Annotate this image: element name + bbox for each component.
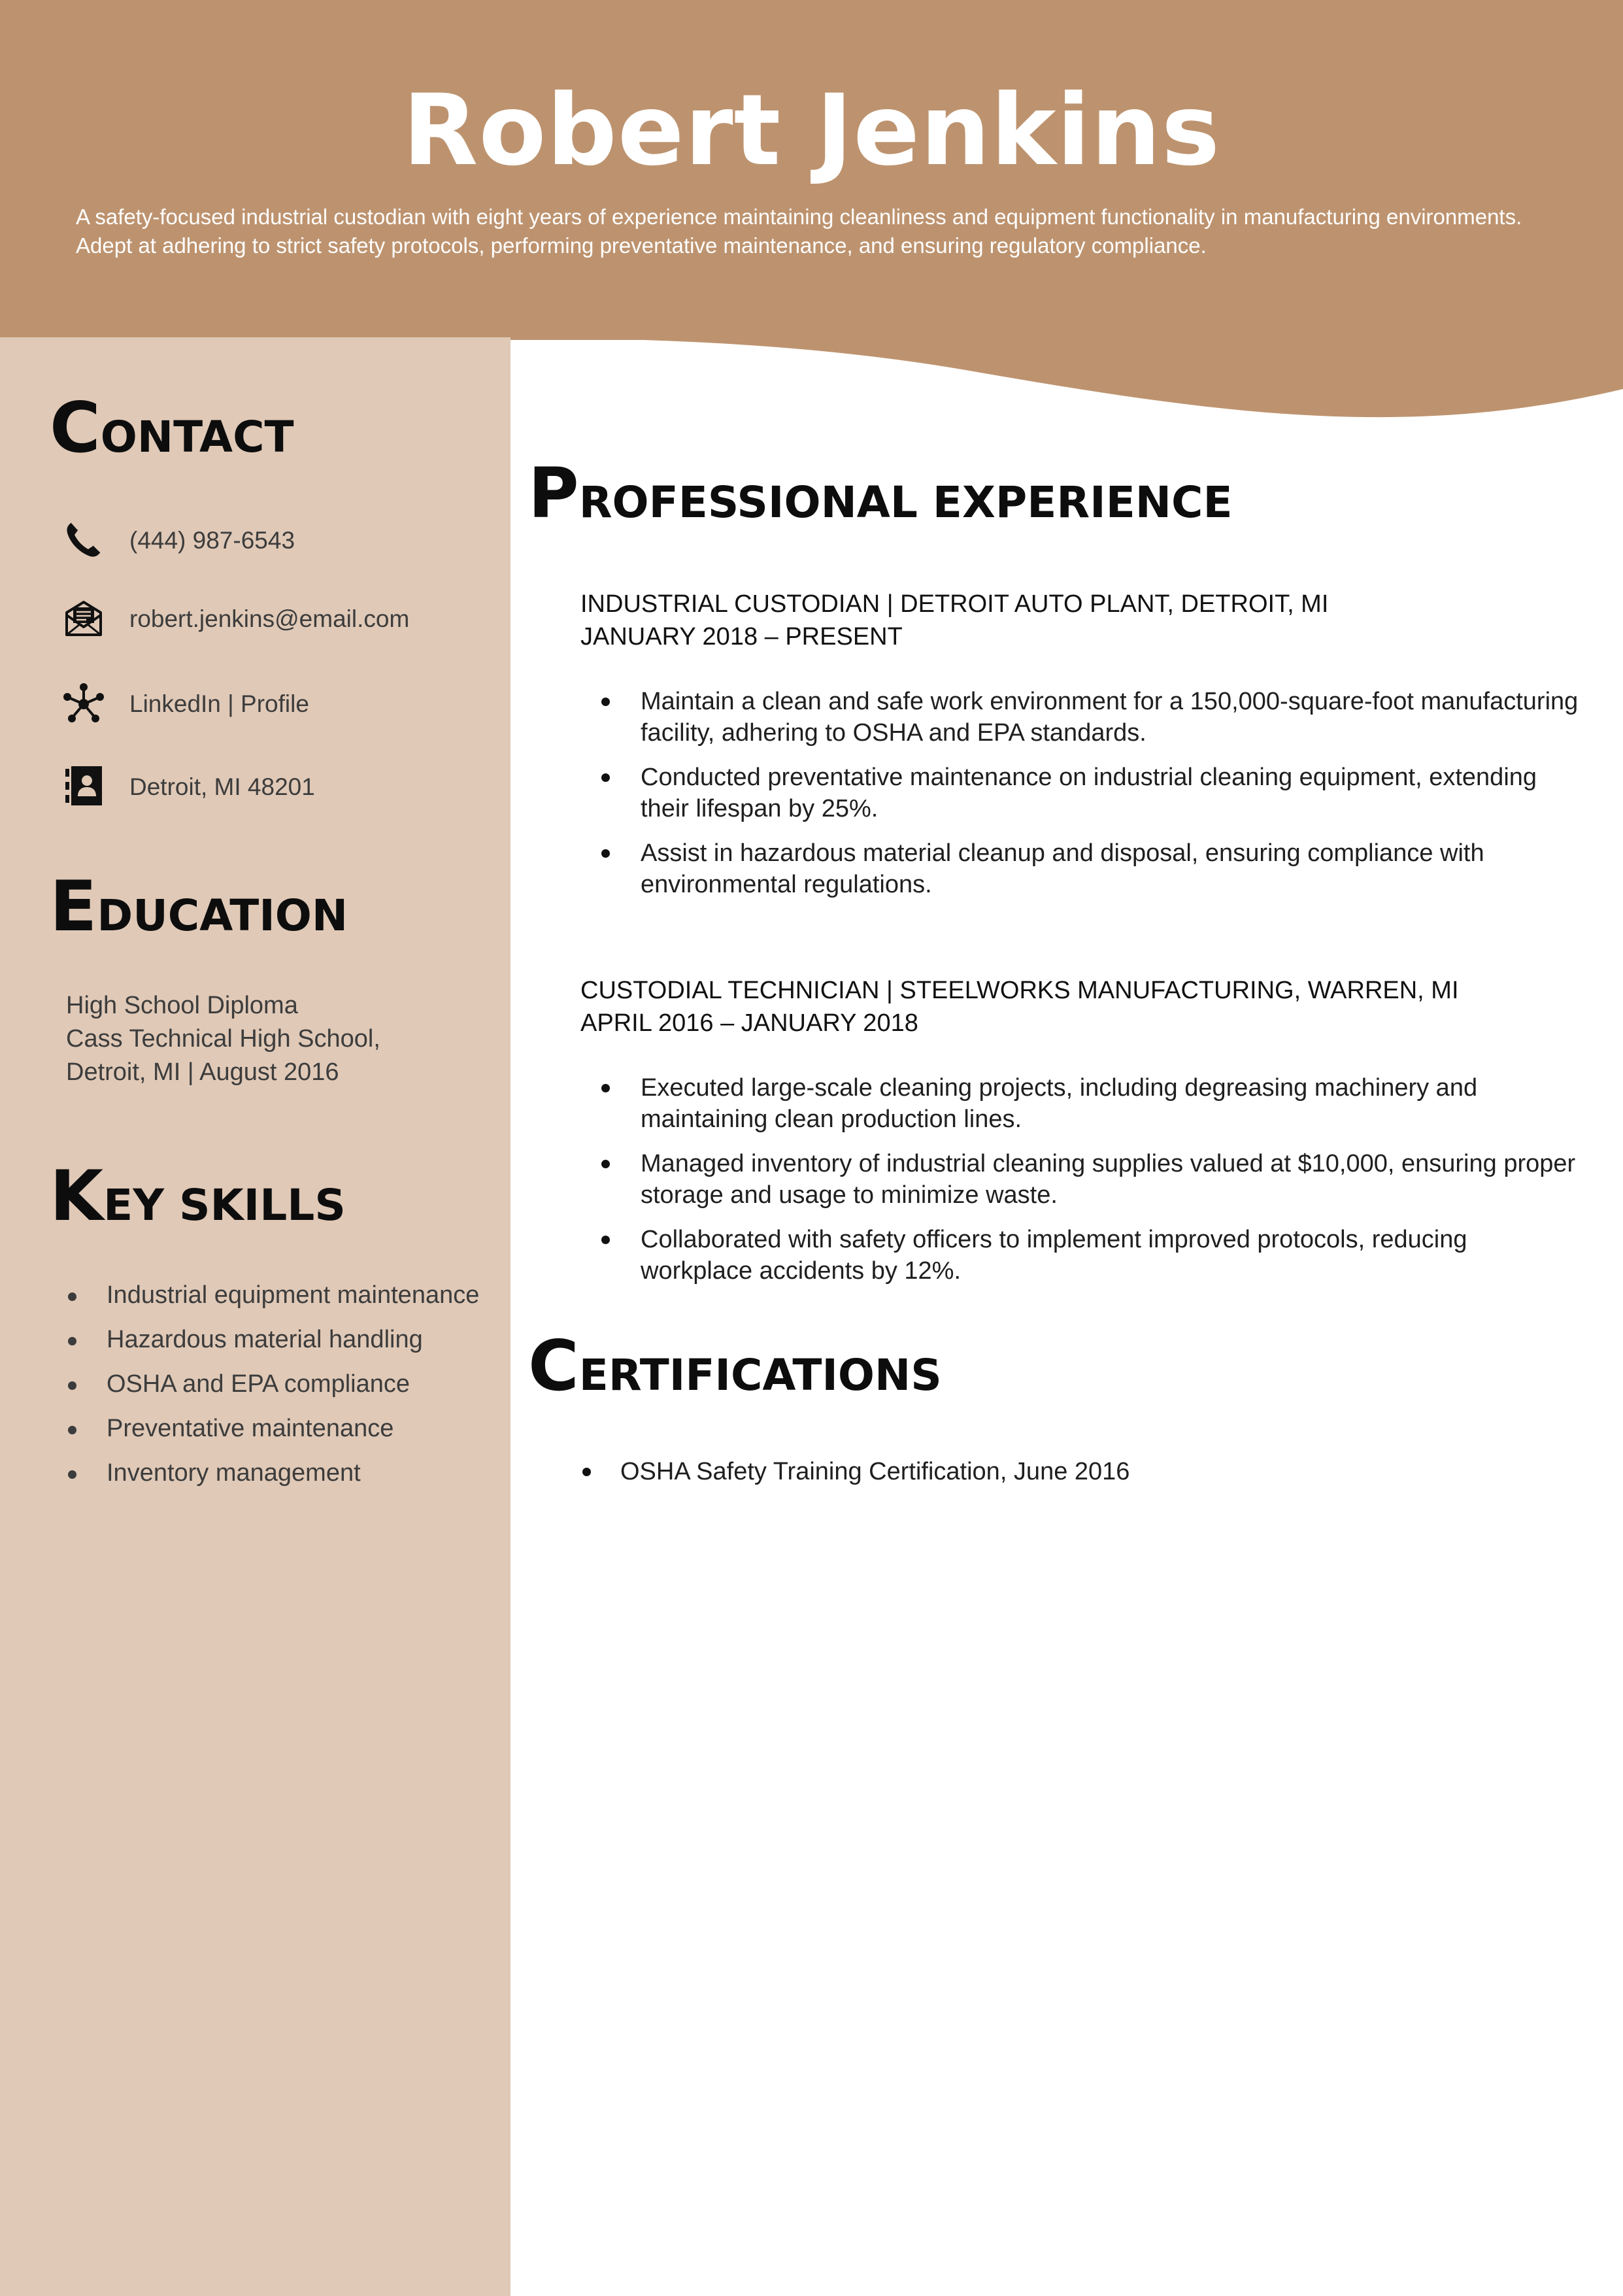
education-entry: [66, 989, 484, 1089]
skills-heading: KEY SKILLS: [50, 1156, 346, 1236]
contact-heading: CONTACT: [50, 388, 294, 468]
list-item: Managed inventory of industrial cleaning supplies valued at $10,000, ensuring proper storage and usage to minimize waste.: [580, 1148, 1581, 1211]
phone-text: (444) 987-6543: [129, 527, 295, 554]
job-entry: [580, 974, 1581, 1300]
phone-icon: [63, 518, 105, 560]
degree: High School Diploma: [66, 992, 298, 1019]
list-item: Executed large-scale cleaning projects, including degreasing machinery and maintaining clean production lines.: [580, 1072, 1581, 1135]
certifications-heading: CERTIFICATIONS: [528, 1326, 942, 1406]
list-item: Hazardous material handling: [66, 1325, 491, 1355]
header-band: [0, 0, 1623, 340]
list-item: Inventory management: [66, 1458, 491, 1489]
education-heading: EDUCATION: [50, 866, 348, 947]
address-book-icon: [63, 765, 105, 807]
list-item: OSHA and EPA compliance: [66, 1369, 491, 1400]
job-dates: JANUARY 2018 – PRESENT: [580, 623, 903, 650]
list-item: Conducted preventative maintenance on industrial cleaning equipment, extending their lifespan by 25%.: [580, 762, 1581, 824]
linkedin-text: LinkedIn | Profile: [129, 690, 309, 717]
job-bullets: [580, 686, 1581, 900]
skills-list: [66, 1280, 491, 1502]
network-icon: [63, 682, 105, 724]
contact-linkedin[interactable]: [63, 677, 488, 729]
contact-phone[interactable]: [63, 513, 488, 566]
job-title: INDUSTRIAL CUSTODIAN | DETROIT AUTO PLANT, DETROIT, MI: [580, 590, 1329, 618]
list-item: Industrial equipment maintenance: [66, 1280, 491, 1311]
job-bullets: [580, 1072, 1581, 1287]
profile-summary: A safety-focused industrial custodian with eight years of experience maintaining cleanliness and equipment functionality in manufacturing environments. Adept at adhering to strict safety protocols, performing preventative maintenance, and ensuring regulatory compliance.: [76, 205, 1522, 258]
certifications-list: [580, 1456, 1581, 1487]
list-item: Collaborated with safety officers to implement improved protocols, reducing workplace accidents by 12%.: [580, 1224, 1581, 1287]
job-entry: [580, 588, 1581, 913]
contact-address[interactable]: [63, 760, 488, 812]
list-item: OSHA Safety Training Certification, June 2016: [580, 1456, 1581, 1487]
experience-heading: PROFESSIONAL EXPERIENCE: [528, 453, 1233, 533]
job-dates: APRIL 2016 – JANUARY 2018: [580, 1009, 918, 1037]
list-item: Maintain a clean and safe work environment for a 150,000-square-foot manufacturing facility, adhering to OSHA and EPA standards.: [580, 686, 1581, 749]
list-item: Assist in hazardous material cleanup and disposal, ensuring compliance with environmental regulations.: [580, 837, 1581, 900]
contact-email[interactable]: [63, 592, 488, 644]
address-text: Detroit, MI 48201: [129, 773, 315, 800]
email-text: robert.jenkins@email.com: [129, 605, 410, 632]
list-item: Preventative maintenance: [66, 1413, 491, 1444]
email-icon: [63, 597, 105, 639]
job-title: CUSTODIAL TECHNICIAN | STEELWORKS MANUFACTURING, WARREN, MI: [580, 977, 1459, 1004]
education-location-date: Detroit, MI | August 2016: [66, 1058, 339, 1086]
candidate-name: Robert Jenkins: [402, 74, 1221, 188]
school: Cass Technical High School,: [66, 1025, 380, 1053]
